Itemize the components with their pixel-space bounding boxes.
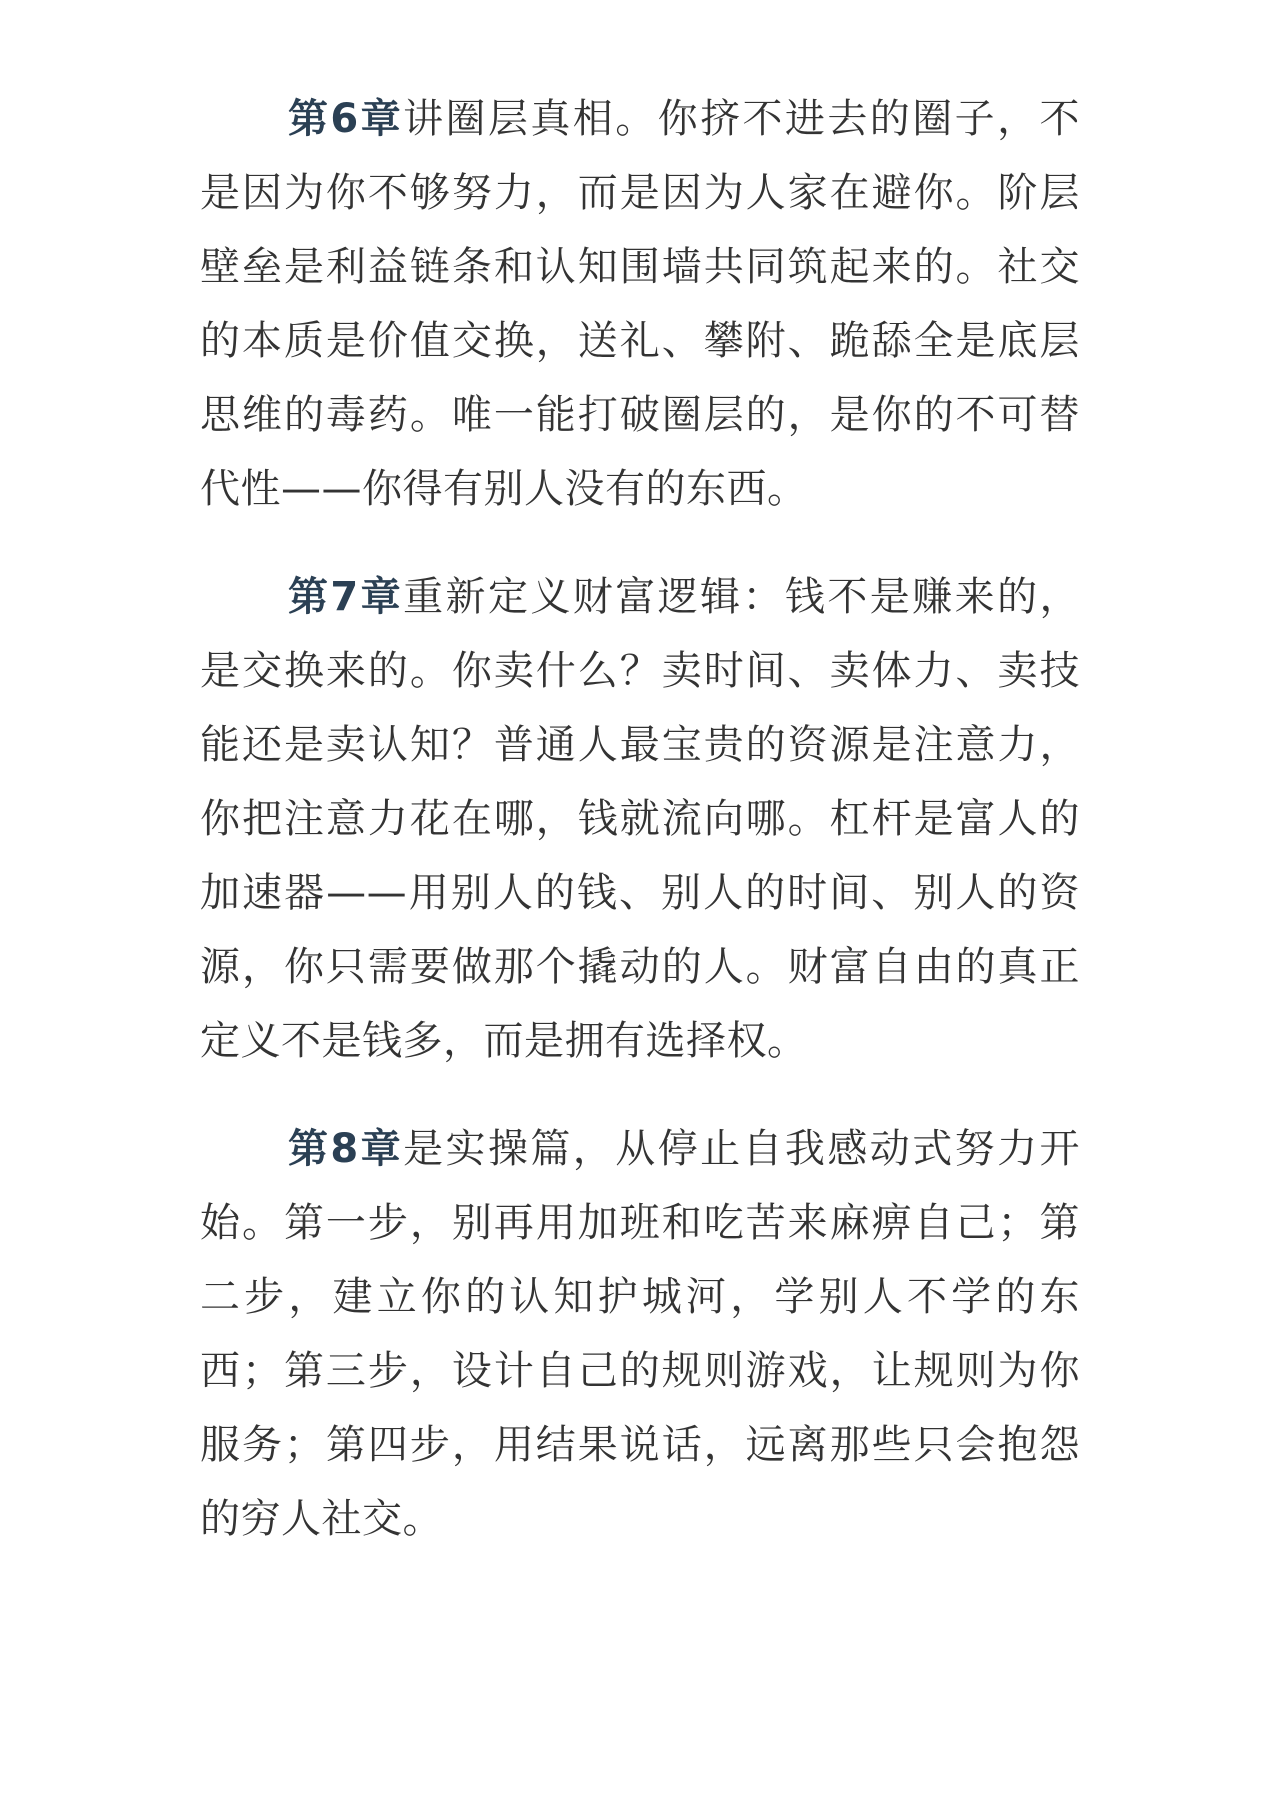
document-page (200, 82, 1080, 1590)
paragraph-chapter-8 (200, 1112, 1080, 1556)
chapter-6-text: 讲圈层真相。你挤不进去的圈子，不是因为你不够努力，而是因为人家在避你。阶层壁垒是利益链条和认知围墙共同筑起来的。社交的本质是价值交换，送礼、攀附、跪舔全是底层思维的毒药。唯一能打破圈层的，是你的不可替代性——你得有别人没有的东西。 (200, 96, 1080, 512)
chapter-8-text: 是实操篇，从停止自我感动式努力开始。第一步，别再用加班和吃苦来麻痹自己；第二步，建立你的认知护城河，学别人不学的东西；第三步，设计自己的规则游戏，让规则为你服务；第四步，用结果说话，远离那些只会抱怨的穷人社交。 (200, 1126, 1080, 1542)
chapter-7-heading: 第7章 (288, 574, 404, 620)
paragraph-chapter-6 (200, 82, 1080, 526)
chapter-8-heading: 第8章 (288, 1126, 404, 1172)
paragraph-chapter-7 (200, 560, 1080, 1078)
chapter-6-heading: 第6章 (288, 96, 404, 142)
chapter-7-text: 重新定义财富逻辑：钱不是赚来的，是交换来的。你卖什么？卖时间、卖体力、卖技能还是卖认知？普通人最宝贵的资源是注意力，你把注意力花在哪，钱就流向哪。杠杆是富人的加速器——用别人的钱、别人的时间、别人的资源，你只需要做那个撬动的人。财富自由的真正定义不是钱多，而是拥有选择权。 (200, 574, 1080, 1064)
